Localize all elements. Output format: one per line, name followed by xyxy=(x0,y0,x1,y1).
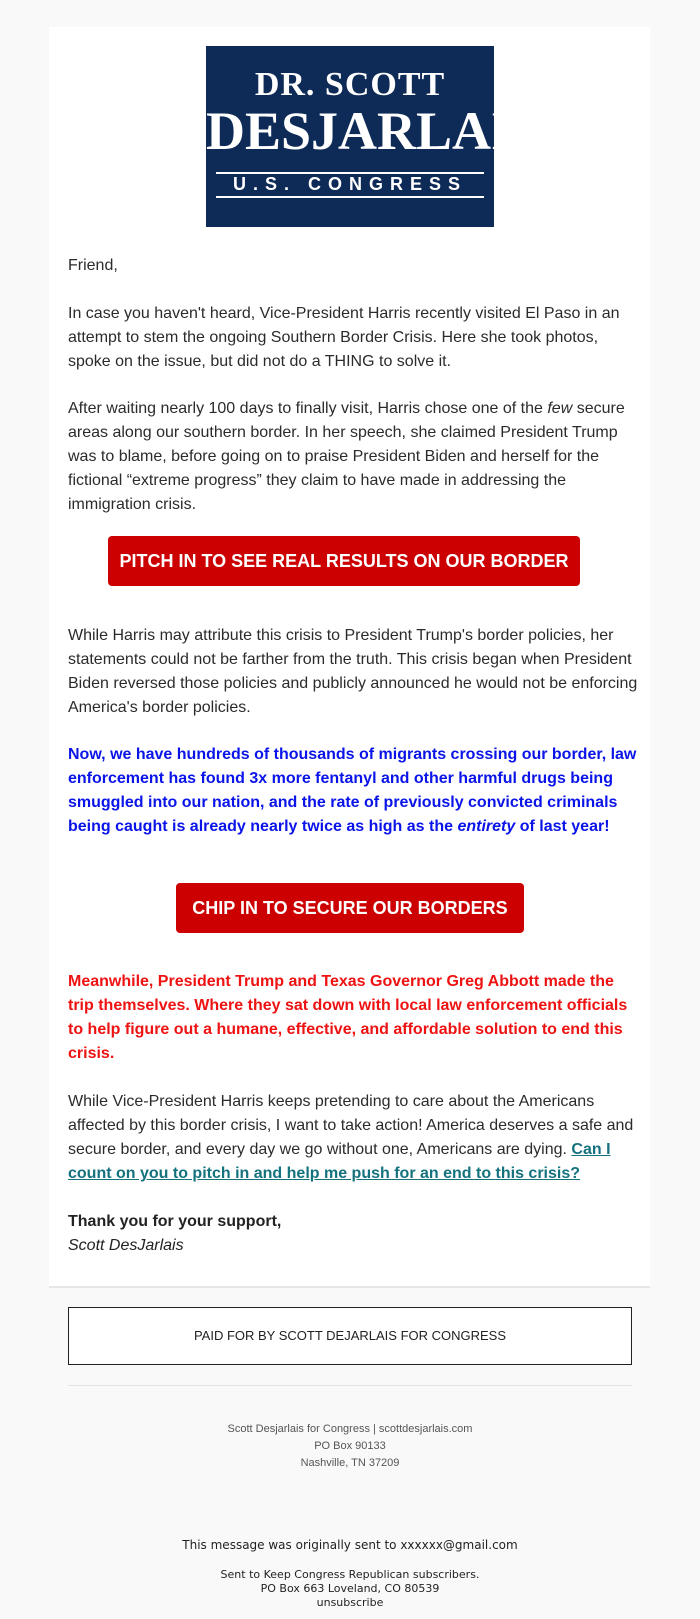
sent-to-notice: This message was originally sent to xxxxxx@gmail.com xyxy=(182,1538,518,1552)
campaign-address-line-2: PO Box 90133 xyxy=(314,1440,386,1452)
campaign-address-line-1: Scott Desjarlais for Congress | scottdesjarlais.com xyxy=(227,1423,473,1435)
paragraph-trump-abbott: Meanwhile, President Trump and Texas Governor Greg Abbott made the trip themselves. Where they sat down with local law enforcement officials to help figure out a humane, effective, and affordable solution to end this crisis. xyxy=(68,973,628,1062)
greeting: Friend, xyxy=(68,257,118,274)
paragraph-migrants-emphasis: entirety xyxy=(457,818,516,835)
card-divider xyxy=(49,1286,650,1288)
pitch-in-button[interactable]: PITCH IN TO SEE REAL RESULTS ON OUR BORDER xyxy=(108,536,580,586)
paragraph-migrants xyxy=(68,743,638,839)
paragraph-waiting xyxy=(68,397,638,517)
paragraph-waiting-start: After waiting nearly 100 days to finally visit, Harris chose one of the xyxy=(68,400,548,417)
unsubscribe-link[interactable]: unsubscribe xyxy=(316,1596,384,1609)
logo-line-name: DR. SCOTT xyxy=(254,66,446,103)
subscriber-notice: Sent to Keep Congress Republican subscribers. xyxy=(220,1568,480,1581)
campaign-address-line-3: Nashville, TN 37209 xyxy=(300,1457,400,1469)
signature: Scott DesJarlais xyxy=(68,1237,184,1254)
thanks-line: Thank you for your support, xyxy=(68,1213,282,1230)
paragraph-harris-visit: In case you haven't heard, Vice-President Harris recently visited El Paso in an attempt to stem the ongoing Southern Border Crisis. Here she took photos, spoke on the issue, but did not do a THING to solve it. xyxy=(68,305,620,370)
paragraph-policies: While Harris may attribute this crisis to President Trump's border policies, her statements could not be farther from the truth. This crisis began when President Biden reversed those policies and publicly announced he would not be enforcing America's border policies. xyxy=(68,627,638,716)
paragraph-waiting-end: secure areas along our southern border. In her speech, she claimed President Trump was to blame, before going on to praise President Biden and herself for the fictional “extreme progress” they claim to have made in addressing the immigration crisis. xyxy=(68,400,625,513)
paragraph-migrants-end: of last year! xyxy=(515,818,610,835)
paragraph-waiting-emphasis: few xyxy=(547,400,573,417)
paid-for-disclaimer: PAID FOR BY SCOTT DEJARLAIS FOR CONGRESS xyxy=(68,1307,632,1365)
paragraph-take-action xyxy=(68,1090,638,1186)
logo-rule-bottom xyxy=(216,196,484,198)
logo-line-surname: DESJARLAIS xyxy=(206,101,543,161)
paragraph-take-action-text: While Vice-President Harris keeps pretending to care about the Americans affected by this border crisis, I want to take action! America deserves a safe and secure border, and every day we go without one, Americans are dying. xyxy=(68,1093,634,1158)
congress-logo xyxy=(206,46,543,227)
logo-line-office: U.S. CONGRESS xyxy=(232,174,468,194)
donate-link[interactable]: Can I count on you to pitch in and help me push for an end to this crisis? xyxy=(68,1141,611,1182)
footer-address: PO Box 663 Loveland, CO 80539 xyxy=(260,1582,440,1595)
paragraph-migrants-start: Now, we have hundreds of thousands of migrants crossing our border, law enforcement has found 3x more fentanyl and other harmful drugs being smuggled into our nation, and the rate of previously convicted criminals being caught is already nearly twice as high as the xyxy=(68,746,637,835)
chip-in-button[interactable]: CHIP IN TO SECURE OUR BORDERS xyxy=(176,883,524,933)
footer-divider xyxy=(68,1385,632,1386)
